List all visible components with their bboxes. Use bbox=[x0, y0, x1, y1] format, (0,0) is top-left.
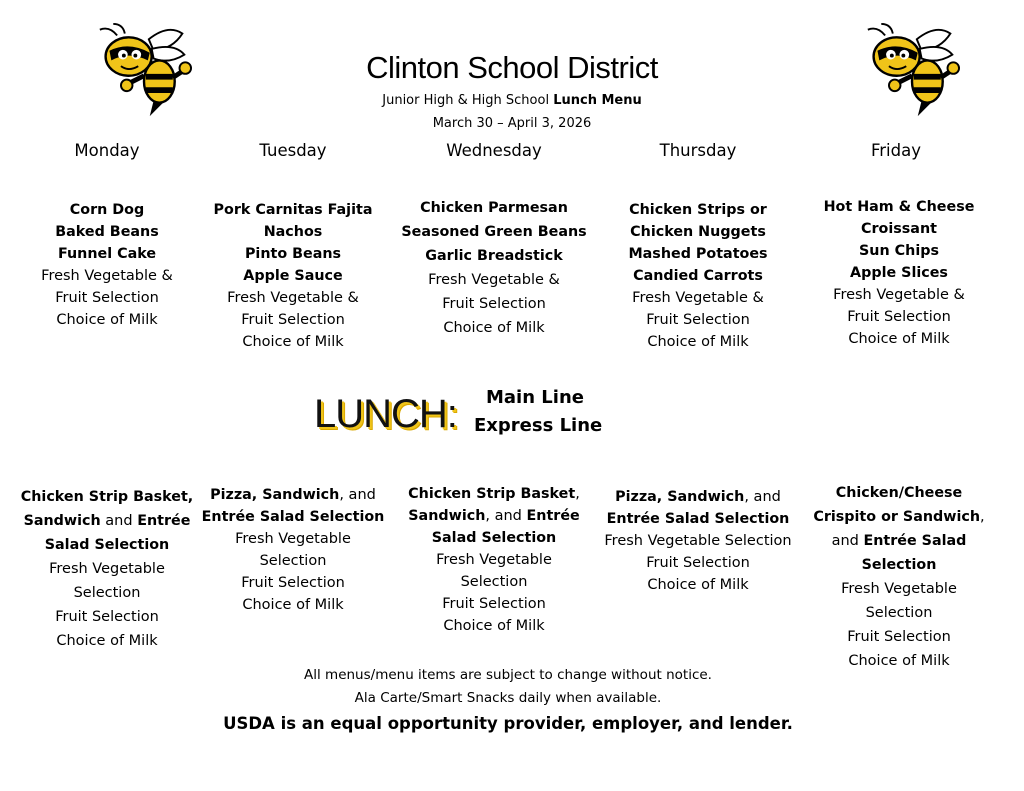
menu-item: Candied Carrots bbox=[633, 268, 763, 284]
day-heading-thursday: Thursday bbox=[659, 141, 737, 160]
menu-item-suffix: , bbox=[980, 509, 985, 525]
menu-item: Fruit Selection bbox=[646, 312, 750, 328]
menu-item-joiner: and bbox=[831, 533, 864, 549]
menu-item-suffix: , bbox=[187, 489, 194, 505]
menu-item: Corn Dog bbox=[69, 202, 145, 218]
menu-item: Apple Sauce bbox=[243, 268, 343, 284]
menu-item: Selection bbox=[460, 574, 528, 590]
menu-item: Selection bbox=[865, 605, 933, 621]
menu-item: Hot Ham & Cheese bbox=[823, 199, 975, 215]
menu-item-joiner: and bbox=[100, 513, 138, 529]
menu-item: Fresh Vegetable bbox=[49, 561, 165, 577]
menu-item: Nachos bbox=[263, 224, 323, 240]
menu-item: Fresh Vegetable & bbox=[428, 272, 560, 288]
menu-item: Choice of Milk bbox=[647, 577, 749, 593]
menu-item: Salad Selection bbox=[431, 530, 557, 546]
day-heading-monday: Monday bbox=[74, 141, 140, 160]
menu-item: Seasoned Green Beans bbox=[401, 224, 587, 240]
menu-item: Crispito or Sandwich bbox=[813, 509, 981, 525]
express-line-wednesday bbox=[398, 483, 590, 637]
menu-item: Choice of Milk bbox=[647, 334, 749, 350]
menu-item: Fruit Selection bbox=[646, 555, 750, 571]
menu-item-suffix: , and bbox=[339, 487, 376, 503]
menu-item: Fresh Vegetable & bbox=[227, 290, 359, 306]
menu-item: Pizza, Sandwich bbox=[615, 489, 745, 505]
menu-item-joiner: , and bbox=[485, 508, 527, 524]
menu-item: Choice of Milk bbox=[56, 633, 158, 649]
menu-item: Fruit Selection bbox=[55, 290, 159, 306]
menu-item: Choice of Milk bbox=[56, 312, 158, 328]
menu-item: Fresh Vegetable & bbox=[632, 290, 764, 306]
menu-item: Fresh Vegetable & bbox=[833, 287, 965, 303]
main-line-monday bbox=[11, 199, 203, 331]
menu-item: Pizza, Sandwich bbox=[210, 487, 340, 503]
menu-item: Sandwich bbox=[23, 513, 101, 529]
menu-item: Fresh Vegetable Selection bbox=[604, 533, 792, 549]
menu-item: Baked Beans bbox=[55, 224, 159, 240]
menu-item: Fruit Selection bbox=[241, 575, 345, 591]
menu-item: Chicken/Cheese bbox=[835, 485, 963, 501]
menu-item: Fresh Vegetable bbox=[841, 581, 957, 597]
express-line-label: Express Line bbox=[474, 415, 603, 436]
footer-usda-statement: USDA is an equal opportunity provider, employer, and lender. bbox=[223, 714, 793, 733]
menu-item: Mashed Potatoes bbox=[628, 246, 768, 262]
menu-item: Fruit Selection bbox=[241, 312, 345, 328]
menu-item: Chicken Nuggets bbox=[630, 224, 766, 240]
menu-item-suffix: , and bbox=[744, 489, 781, 505]
menu-item: Chicken Strip Basket bbox=[408, 486, 576, 502]
menu-item: Garlic Breadstick bbox=[425, 248, 563, 264]
day-heading-wednesday: Wednesday bbox=[446, 141, 542, 160]
express-line-monday bbox=[11, 485, 203, 653]
lunch-banner-lines bbox=[474, 384, 602, 440]
menu-item: Fruit Selection bbox=[847, 309, 951, 325]
menu-item: Chicken Strip Basket bbox=[20, 489, 188, 505]
day-heading-friday: Friday bbox=[870, 141, 921, 160]
menu-item: Choice of Milk bbox=[242, 334, 344, 350]
menu-item: Chicken Strips or bbox=[629, 202, 767, 218]
express-line-friday bbox=[803, 481, 995, 673]
menu-item: Entrée bbox=[137, 513, 191, 529]
footer-change-notice: All menus/menu items are subject to change without notice. bbox=[304, 667, 712, 683]
menu-item: Fresh Vegetable bbox=[235, 531, 351, 547]
menu-item: Sun Chips bbox=[859, 243, 939, 259]
menu-item: Salad Selection bbox=[44, 537, 170, 553]
menu-item: Selection bbox=[861, 557, 937, 573]
menu-item-suffix: , bbox=[575, 486, 580, 502]
subtitle-prefix: Junior High & High School bbox=[382, 93, 550, 108]
menu-item: Choice of Milk bbox=[443, 618, 545, 634]
menu-item: Fruit Selection bbox=[847, 629, 951, 645]
main-line-friday bbox=[803, 196, 995, 350]
menu-dates: March 30 – April 3, 2026 bbox=[432, 116, 592, 131]
menu-item: Choice of Milk bbox=[848, 331, 950, 347]
main-line-wednesday bbox=[398, 196, 590, 340]
menu-item: Fruit Selection bbox=[442, 596, 546, 612]
main-line-label: Main Line bbox=[486, 387, 584, 408]
menu-item: Entrée bbox=[526, 508, 580, 524]
menu-subtitle bbox=[0, 93, 1024, 108]
menu-item: Pork Carnitas Fajita bbox=[213, 202, 373, 218]
subtitle-bold: Lunch Menu bbox=[553, 93, 642, 108]
menu-item: Croissant bbox=[861, 221, 937, 237]
menu-item: Funnel Cake bbox=[57, 246, 157, 262]
menu-item: Pinto Beans bbox=[244, 246, 342, 262]
menu-item: Fresh Vegetable bbox=[436, 552, 552, 568]
menu-item: Choice of Milk bbox=[443, 320, 545, 336]
express-line-tuesday bbox=[197, 484, 389, 616]
menu-item: Sandwich bbox=[408, 508, 486, 524]
menu-item: Choice of Milk bbox=[848, 653, 950, 669]
menu-item: Selection bbox=[259, 553, 327, 569]
menu-item: Fresh Vegetable & bbox=[41, 268, 173, 284]
express-line-thursday bbox=[602, 486, 794, 596]
lunch-banner-word: LUNCH: bbox=[314, 392, 457, 436]
menu-item: Selection bbox=[73, 585, 141, 601]
menu-item: Fruit Selection bbox=[442, 296, 546, 312]
menu-item: Apple Slices bbox=[850, 265, 948, 281]
menu-item: Choice of Milk bbox=[242, 597, 344, 613]
main-line-tuesday bbox=[197, 199, 389, 353]
menu-item: Entrée Salad Selection bbox=[201, 509, 385, 525]
menu-item: Entrée Salad Selection bbox=[606, 511, 790, 527]
footer-ala-carte: Ala Carte/Smart Snacks daily when available. bbox=[354, 690, 662, 706]
menu-item: Fruit Selection bbox=[55, 609, 159, 625]
day-heading-tuesday: Tuesday bbox=[259, 141, 327, 160]
page-title: Clinton School District bbox=[366, 50, 658, 85]
menu-item: Entrée Salad bbox=[863, 533, 967, 549]
main-line-thursday bbox=[602, 199, 794, 353]
menu-item: Chicken Parmesan bbox=[420, 200, 568, 216]
